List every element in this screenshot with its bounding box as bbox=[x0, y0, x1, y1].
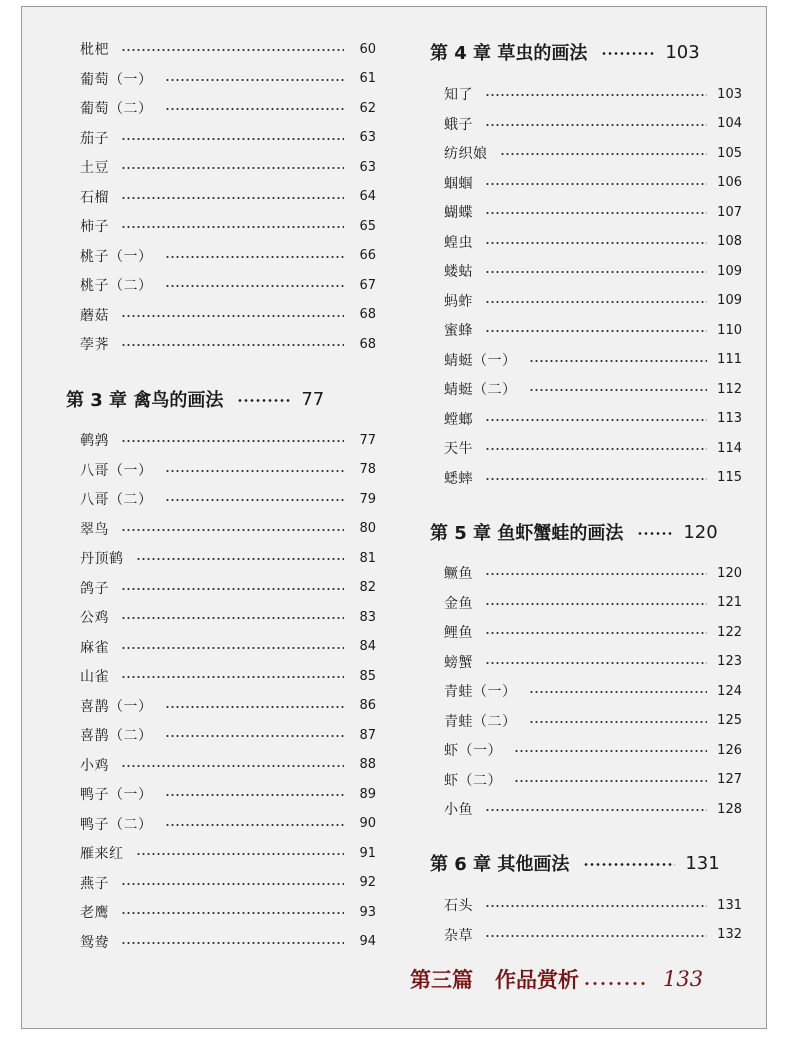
entry-title: 老鹰 bbox=[80, 905, 109, 921]
toc-entry bbox=[22, 156, 402, 178]
toc-entry bbox=[420, 378, 768, 400]
leader-dots bbox=[485, 212, 707, 214]
entry-page-number: 67 bbox=[359, 277, 376, 293]
entry-title: 石头 bbox=[444, 898, 473, 914]
toc-entry bbox=[22, 547, 402, 569]
chapter-4-heading bbox=[420, 37, 768, 67]
entry-page-number: 106 bbox=[717, 175, 742, 190]
toc-entry bbox=[420, 621, 768, 643]
entry-page-number: 107 bbox=[717, 204, 742, 220]
entry-title: 蟋蟀 bbox=[444, 470, 473, 487]
entry-page-number: 87 bbox=[359, 727, 376, 743]
entry-page-number: 83 bbox=[359, 609, 376, 625]
toc-entry bbox=[420, 408, 768, 430]
toc-entry bbox=[420, 231, 768, 253]
leader-dots bbox=[165, 706, 345, 708]
toc-entry bbox=[420, 349, 768, 371]
entry-title: 鸽子 bbox=[80, 580, 109, 597]
leader-dots bbox=[165, 824, 345, 826]
chapter-title: 第 3 章 禽鸟的画法 bbox=[66, 390, 224, 411]
toc-entry bbox=[420, 467, 768, 489]
leader-dots bbox=[514, 750, 707, 752]
toc-entry bbox=[22, 186, 402, 208]
entry-page-number: 80 bbox=[359, 521, 376, 536]
toc-entry bbox=[22, 931, 402, 953]
entry-page-number: 89 bbox=[359, 786, 376, 802]
leader-dots bbox=[485, 632, 707, 634]
entry-page-number: 109 bbox=[717, 293, 742, 308]
chapter-title: 第 6 章 其他画法 bbox=[430, 854, 570, 875]
toc-entry bbox=[420, 260, 768, 282]
toc-entry bbox=[22, 577, 402, 599]
entry-page-number: 93 bbox=[359, 904, 376, 920]
entry-page-number: 113 bbox=[717, 411, 742, 426]
entry-page-number: 78 bbox=[359, 462, 376, 477]
entry-page-number: 110 bbox=[717, 322, 742, 338]
entry-page-number: 68 bbox=[359, 307, 376, 322]
toc-entry bbox=[22, 783, 402, 805]
leader-dots bbox=[485, 448, 707, 450]
leader-dots bbox=[165, 79, 345, 81]
toc-entry bbox=[420, 83, 768, 105]
leader-dots bbox=[485, 124, 707, 126]
entry-page-number: 65 bbox=[359, 218, 376, 234]
entry-title: 山雀 bbox=[80, 669, 109, 685]
toc-entry bbox=[420, 710, 768, 732]
entry-title: 荸荠 bbox=[80, 337, 109, 353]
toc-entry bbox=[22, 429, 402, 451]
entry-title: 石榴 bbox=[80, 189, 109, 206]
entry-title: 蝴蝶 bbox=[444, 205, 473, 221]
toc-entry bbox=[420, 769, 768, 791]
entry-title: 蜜蜂 bbox=[444, 323, 473, 339]
leader-dots bbox=[121, 344, 344, 346]
entry-title: 金鱼 bbox=[444, 595, 473, 612]
entry-title: 纺织娘 bbox=[444, 146, 488, 162]
leader-dots bbox=[485, 94, 707, 96]
toc-entry bbox=[22, 215, 402, 237]
entry-title: 八哥（二） bbox=[80, 492, 153, 508]
toc-entry bbox=[22, 606, 402, 628]
entry-page-number: 114 bbox=[717, 440, 742, 456]
part-label: 第三篇 bbox=[410, 967, 473, 992]
entry-page-number: 64 bbox=[359, 189, 376, 204]
leader-dots bbox=[121, 647, 344, 649]
chapter-3-heading bbox=[22, 384, 402, 414]
toc-entry bbox=[22, 68, 402, 90]
entry-page-number: 123 bbox=[717, 654, 742, 669]
leader-dots bbox=[121, 529, 344, 531]
entry-title: 葡萄（二） bbox=[80, 101, 153, 117]
chapter-page-number: 103 bbox=[665, 41, 700, 63]
leader-dots bbox=[485, 478, 707, 480]
entry-page-number: 125 bbox=[717, 713, 742, 728]
toc-entry bbox=[420, 319, 768, 341]
entry-title: 蝈蝈 bbox=[444, 175, 473, 192]
entry-page-number: 111 bbox=[717, 352, 742, 367]
entry-title: 小鱼 bbox=[444, 802, 473, 818]
entry-page-number: 81 bbox=[359, 550, 376, 566]
entry-page-number: 127 bbox=[717, 772, 742, 787]
entry-page-number: 88 bbox=[359, 757, 376, 772]
entry-page-number: 94 bbox=[359, 934, 376, 949]
entry-title: 知了 bbox=[444, 87, 473, 103]
leader-dots bbox=[485, 573, 707, 575]
leader-dots bbox=[583, 982, 649, 985]
leader-dots bbox=[485, 603, 707, 605]
entry-page-number: 84 bbox=[359, 639, 376, 654]
entry-page-number: 131 bbox=[717, 897, 742, 913]
toc-entry bbox=[420, 680, 768, 702]
leader-dots bbox=[165, 470, 345, 472]
toc-page bbox=[21, 6, 767, 1029]
entry-title: 土豆 bbox=[80, 160, 109, 176]
entry-title: 柿子 bbox=[80, 219, 109, 235]
entry-page-number: 92 bbox=[359, 875, 376, 890]
leader-dots bbox=[121, 315, 344, 317]
chapter-title: 第 4 章 草虫的画法 bbox=[430, 43, 588, 64]
toc-entry bbox=[22, 754, 402, 776]
entry-page-number: 121 bbox=[717, 595, 742, 610]
entry-title: 桃子（一） bbox=[80, 248, 153, 265]
leader-dots bbox=[485, 419, 707, 421]
leader-dots bbox=[121, 676, 344, 678]
entry-page-number: 63 bbox=[359, 159, 376, 175]
leader-dots bbox=[485, 905, 707, 907]
chapter-page-number: 120 bbox=[683, 521, 718, 543]
leader-dots bbox=[529, 691, 708, 693]
toc-entry bbox=[420, 739, 768, 761]
toc-entry bbox=[420, 201, 768, 223]
leader-dots bbox=[136, 558, 345, 560]
toc-entry bbox=[420, 437, 768, 459]
toc-entry bbox=[22, 274, 402, 296]
entry-title: 麻雀 bbox=[80, 639, 109, 656]
entry-page-number: 126 bbox=[717, 742, 742, 758]
entry-title: 茄子 bbox=[80, 130, 109, 147]
entry-title: 枇杷 bbox=[80, 42, 109, 58]
entry-title: 蜻蜓（一） bbox=[444, 352, 517, 369]
toc-entry bbox=[22, 724, 402, 746]
leader-dots bbox=[165, 256, 345, 258]
toc-entry bbox=[420, 651, 768, 673]
leader-dots bbox=[165, 794, 345, 796]
entry-title: 雁来红 bbox=[80, 846, 124, 862]
entry-page-number: 82 bbox=[359, 580, 376, 595]
toc-entry bbox=[420, 142, 768, 164]
entry-title: 蝗虫 bbox=[444, 234, 473, 251]
leader-dots bbox=[165, 285, 345, 287]
chapter-6-heading bbox=[420, 848, 768, 878]
leader-dots bbox=[485, 809, 707, 811]
entry-title: 小鸡 bbox=[80, 757, 109, 774]
entry-title: 蝼蛄 bbox=[444, 264, 473, 280]
toc-entry bbox=[22, 695, 402, 717]
entry-title: 蛾子 bbox=[444, 116, 473, 133]
entry-page-number: 108 bbox=[717, 234, 742, 249]
leader-dots bbox=[529, 389, 708, 391]
entry-page-number: 109 bbox=[717, 263, 742, 279]
leader-dots bbox=[485, 935, 707, 937]
toc-entry bbox=[22, 333, 402, 355]
entry-title: 鹌鹑 bbox=[80, 433, 109, 449]
leader-dots bbox=[121, 617, 344, 619]
entry-title: 螃蟹 bbox=[444, 654, 473, 671]
entry-title: 天牛 bbox=[444, 441, 473, 457]
entry-page-number: 115 bbox=[717, 470, 742, 485]
toc-entry bbox=[22, 665, 402, 687]
entry-page-number: 90 bbox=[359, 816, 376, 831]
chapter-5-heading bbox=[420, 517, 768, 547]
leader-dots bbox=[485, 330, 707, 332]
entry-page-number: 86 bbox=[359, 698, 376, 713]
entry-page-number: 120 bbox=[717, 565, 742, 581]
entry-page-number: 62 bbox=[359, 100, 376, 116]
leader-dots bbox=[136, 853, 345, 855]
toc-entry bbox=[22, 97, 402, 119]
entry-title: 喜鹊（二） bbox=[80, 728, 153, 744]
toc-entry bbox=[22, 245, 402, 267]
entry-title: 虾（一） bbox=[444, 743, 502, 759]
toc-entry bbox=[22, 901, 402, 923]
leader-dots bbox=[485, 271, 707, 273]
leader-dots bbox=[485, 183, 707, 185]
leader-dots bbox=[583, 863, 675, 866]
leader-dots bbox=[485, 662, 707, 664]
leader-dots bbox=[237, 399, 291, 402]
leader-dots bbox=[165, 735, 345, 737]
toc-entry bbox=[420, 113, 768, 135]
toc-entry bbox=[420, 798, 768, 820]
leader-dots bbox=[121, 226, 344, 228]
entry-title: 鸭子（一） bbox=[80, 787, 153, 803]
entry-page-number: 91 bbox=[359, 845, 376, 861]
leader-dots bbox=[121, 912, 344, 914]
leader-dots bbox=[514, 780, 707, 782]
entry-page-number: 63 bbox=[359, 130, 376, 145]
entry-page-number: 128 bbox=[717, 801, 742, 817]
leader-dots bbox=[529, 721, 708, 723]
entry-title: 公鸡 bbox=[80, 610, 109, 626]
entry-title: 虾（二） bbox=[444, 772, 502, 789]
entry-page-number: 122 bbox=[717, 624, 742, 640]
leader-dots bbox=[165, 499, 345, 501]
leader-dots bbox=[121, 588, 344, 590]
toc-entry bbox=[420, 592, 768, 614]
leader-dots bbox=[121, 765, 344, 767]
entry-page-number: 132 bbox=[717, 927, 742, 942]
toc-entry bbox=[420, 562, 768, 584]
entry-page-number: 85 bbox=[359, 668, 376, 684]
entry-title: 蜻蜓（二） bbox=[444, 382, 517, 398]
entry-title: 杂草 bbox=[444, 927, 473, 944]
entry-page-number: 77 bbox=[359, 432, 376, 448]
toc-entry bbox=[22, 842, 402, 864]
entry-page-number: 66 bbox=[359, 248, 376, 263]
entry-page-number: 61 bbox=[359, 71, 376, 86]
entry-title: 葡萄（一） bbox=[80, 71, 153, 88]
entry-title: 鸭子（二） bbox=[80, 816, 153, 833]
leader-dots bbox=[500, 153, 708, 155]
entry-title: 螳螂 bbox=[444, 411, 473, 428]
entry-page-number: 68 bbox=[359, 336, 376, 352]
toc-entry bbox=[22, 636, 402, 658]
entry-title: 鲤鱼 bbox=[444, 625, 473, 641]
toc-entry bbox=[420, 924, 768, 946]
entry-title: 八哥（一） bbox=[80, 462, 153, 479]
leader-dots bbox=[485, 242, 707, 244]
leader-dots bbox=[121, 138, 344, 140]
entry-page-number: 79 bbox=[359, 491, 376, 507]
leader-dots bbox=[121, 883, 344, 885]
toc-entry bbox=[22, 38, 402, 60]
entry-title: 喜鹊（一） bbox=[80, 698, 153, 715]
entry-title: 青蛙（二） bbox=[444, 713, 517, 730]
toc-entry bbox=[22, 304, 402, 326]
toc-entry bbox=[420, 894, 768, 916]
leader-dots bbox=[121, 942, 344, 944]
entry-title: 燕子 bbox=[80, 875, 109, 892]
leader-dots bbox=[485, 301, 707, 303]
entry-title: 桃子（二） bbox=[80, 278, 153, 294]
toc-entry bbox=[22, 872, 402, 894]
chapter-title: 第 5 章 鱼虾蟹蛙的画法 bbox=[430, 523, 624, 544]
leader-dots bbox=[601, 52, 655, 55]
leader-dots bbox=[165, 108, 345, 110]
chapter-page-number: 77 bbox=[301, 388, 325, 410]
toc-entry bbox=[22, 813, 402, 835]
part-title: 作品赏析 bbox=[495, 967, 579, 992]
toc-entry bbox=[22, 127, 402, 149]
leader-dots bbox=[529, 360, 708, 362]
toc-entry bbox=[22, 459, 402, 481]
leader-dots bbox=[637, 532, 673, 535]
entry-page-number: 105 bbox=[717, 145, 742, 161]
entry-title: 蘑菇 bbox=[80, 307, 109, 324]
leader-dots bbox=[121, 49, 344, 51]
part-page-number: 133 bbox=[663, 967, 704, 991]
toc-entry bbox=[420, 172, 768, 194]
entry-title: 青蛙（一） bbox=[444, 684, 517, 700]
entry-page-number: 124 bbox=[717, 683, 742, 699]
part-3-heading bbox=[394, 962, 768, 996]
entry-title: 鸳鸯 bbox=[80, 934, 109, 951]
entry-title: 翠鸟 bbox=[80, 521, 109, 538]
entry-title: 蚂蚱 bbox=[444, 293, 473, 310]
leader-dots bbox=[121, 197, 344, 199]
entry-page-number: 104 bbox=[717, 116, 742, 131]
entry-page-number: 60 bbox=[359, 41, 376, 57]
toc-entry bbox=[22, 488, 402, 510]
entry-title: 丹顶鹤 bbox=[80, 551, 124, 567]
entry-title: 鳜鱼 bbox=[444, 566, 473, 582]
leader-dots bbox=[121, 440, 344, 442]
leader-dots bbox=[121, 167, 344, 169]
toc-entry bbox=[420, 290, 768, 312]
entry-page-number: 112 bbox=[717, 381, 742, 397]
entry-page-number: 103 bbox=[717, 86, 742, 102]
toc-entry bbox=[22, 518, 402, 540]
chapter-page-number: 131 bbox=[685, 852, 720, 874]
